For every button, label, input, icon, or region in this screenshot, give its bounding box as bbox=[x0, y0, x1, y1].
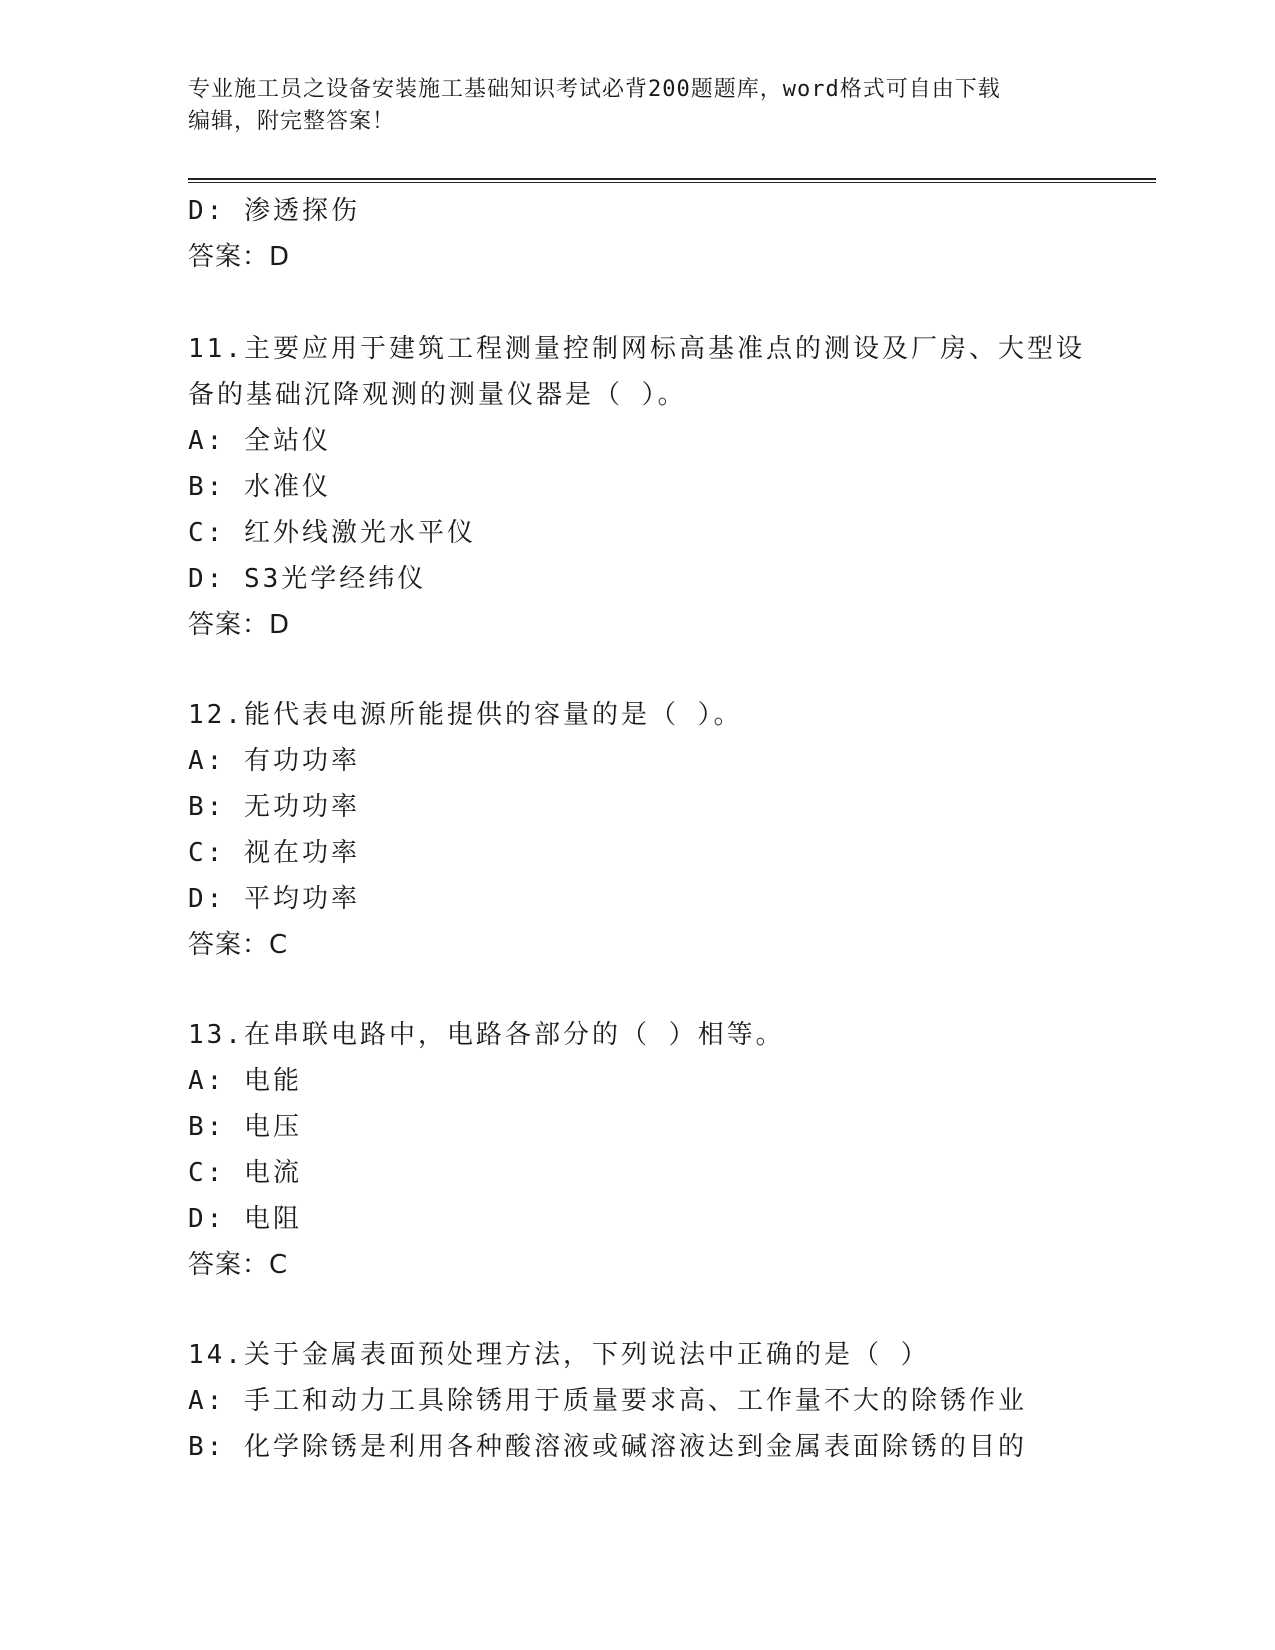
option-d: D: 电阻 bbox=[188, 1204, 302, 1234]
option-c: C: 电流 bbox=[188, 1158, 302, 1188]
header-line-1: 专业施工员之设备安装施工基础知识考试必背200题题库，word格式可自由下载 bbox=[188, 77, 1001, 102]
answer-line: 答案：C bbox=[188, 1250, 289, 1280]
header-line-2: 编辑，附完整答案！ bbox=[188, 109, 396, 134]
option-b: B: 化学除锈是利用各种酸溶液或碱溶液达到金属表面除锈的目的 bbox=[188, 1432, 1027, 1462]
option-d: D: 平均功率 bbox=[188, 884, 360, 914]
option-a: A: 有功功率 bbox=[188, 746, 360, 776]
question-stem: 12.能代表电源所能提供的容量的是（ ）。 bbox=[188, 700, 743, 730]
answer-line: 答案：D bbox=[188, 242, 291, 272]
answer-line: 答案：C bbox=[188, 930, 289, 960]
document-body bbox=[188, 188, 1156, 1470]
option-d: D: 渗透探伤 bbox=[188, 196, 360, 226]
question-stem: 11.主要应用于建筑工程测量控制网标高基准点的测设及厂房、大型设 bbox=[188, 334, 1085, 364]
question-stem: 14.关于金属表面预处理方法，下列说法中正确的是（ ） bbox=[188, 1340, 930, 1370]
option-a: A: 手工和动力工具除锈用于质量要求高、工作量不大的除锈作业 bbox=[188, 1386, 1027, 1416]
question-stem-continued: 备的基础沉降观测的测量仪器是（ ）。 bbox=[188, 380, 687, 410]
option-a: A: 全站仪 bbox=[188, 426, 331, 456]
question-stem: 13.在串联电路中，电路各部分的（ ）相等。 bbox=[188, 1020, 785, 1050]
option-c: C: 红外线激光水平仪 bbox=[188, 518, 476, 548]
question-14 bbox=[188, 1332, 1156, 1470]
question-11 bbox=[188, 326, 1156, 648]
question-13 bbox=[188, 1012, 1156, 1288]
option-b: B: 无功功率 bbox=[188, 792, 360, 822]
answer-line: 答案：D bbox=[188, 610, 291, 640]
option-b: B: 电压 bbox=[188, 1112, 302, 1142]
header-divider bbox=[188, 178, 1156, 183]
option-a: A: 电能 bbox=[188, 1066, 302, 1096]
document-header bbox=[188, 74, 1088, 138]
option-c: C: 视在功率 bbox=[188, 838, 360, 868]
option-b: B: 水准仪 bbox=[188, 472, 331, 502]
option-d: D: S3光学经纬仪 bbox=[188, 564, 427, 594]
question-12 bbox=[188, 692, 1156, 968]
